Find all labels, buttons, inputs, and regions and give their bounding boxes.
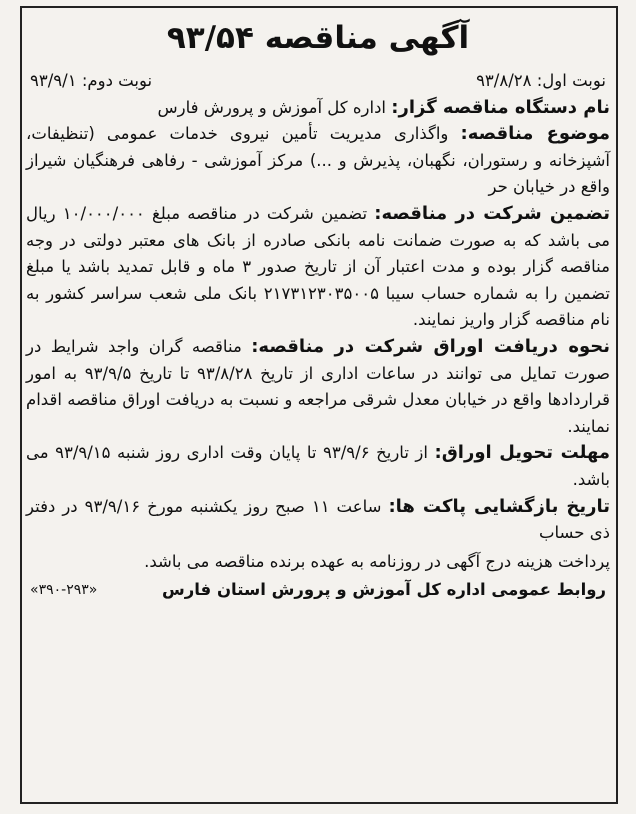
documents-value: مناقصه گران واجد شرایط در صورت تمایل می توانند در ساعات اداری از تاریخ ۹۳/۸/۲۸ تا تاریخ ۹۳/۹/۵ به امور قراردادها واقع در خیابان معدل شرقی مراجعه و نسبت به دریافت اوراق مناقصه اقدام نمایند. [26, 336, 611, 436]
guarantee-value: تضمین شرکت در مناقصه مبلغ ۱۰/۰۰۰/۰۰۰ ریال می باشد که به صورت ضمانت نامه بانکی صادره از بانک های معتبر دولتی در وجه مناقصه گزار بوده و مدت اعتبار آن از تاریخ صدور ۳ ماه و قابل تمدید باشد یا مبلغ تضمین را به شماره حساب سیبا ۲۱۷۳۱۲۳۰۳۵۰۰۵ بانک ملی شعب سراسر کشور به نام مناقصه گزار واریز نمایند. [26, 203, 611, 330]
deadline-label: مهلت تحویل اوراق: [434, 442, 610, 464]
subject-value: واگذاری مدیریت تأمین نیروی خدمات عمومی (تنظیفات، آشپزخانه و رستوران، نگهبان، پذیرش و ...) مرکز آموزشی - رفاهی فرهنگیان شیراز واقع در خیابان حر [26, 124, 610, 197]
footer [26, 577, 610, 604]
ad-code: «۳۹۰-۲۹۳» [30, 582, 98, 599]
notice-title: آگهی مناقصه ۹۳/۵۴ [166, 20, 470, 56]
organizer-paragraph [26, 95, 610, 122]
deadline-value: از تاریخ ۹۳/۹/۶ تا پایان وقت اداری روز شنبه ۹۳/۹/۱۵ می باشد. [26, 443, 610, 489]
opening-paragraph [26, 494, 610, 547]
organizer-value: اداره کل آموزش و پرورش فارس [157, 97, 387, 117]
subject-paragraph [26, 121, 610, 201]
guarantee-paragraph [26, 201, 610, 334]
organizer-label: نام دستگاه مناقصه گزار: [391, 96, 610, 118]
tender-notice [26, 12, 610, 604]
publication-rounds [26, 68, 610, 95]
opening-label: تاریخ بازگشایی پاکت ها: [388, 495, 611, 517]
deadline-paragraph [26, 440, 610, 493]
subject-label: موضوع مناقصه: [460, 123, 610, 145]
second-round: نوبت دوم: ۹۳/۹/۱ [30, 71, 153, 90]
fee-note: پرداخت هزینه درج آگهی در روزنامه به عهده برنده مناقصه می باشد. [144, 551, 610, 571]
guarantee-label: تضمین شرکت در مناقصه: [374, 202, 610, 224]
documents-paragraph [26, 334, 610, 440]
first-round: نوبت اول: ۹۳/۸/۲۸ [476, 71, 606, 90]
publisher-name: روابط عمومی اداره کل آموزش و پرورش استان فارس [161, 580, 606, 600]
opening-value: ساعت ۱۱ صبح روز یکشنبه مورخ ۹۳/۹/۱۶ در دفتر ذی حساب [26, 496, 610, 543]
documents-label: نحوه دریافت اوراق شرکت در مناقصه: [251, 335, 610, 357]
